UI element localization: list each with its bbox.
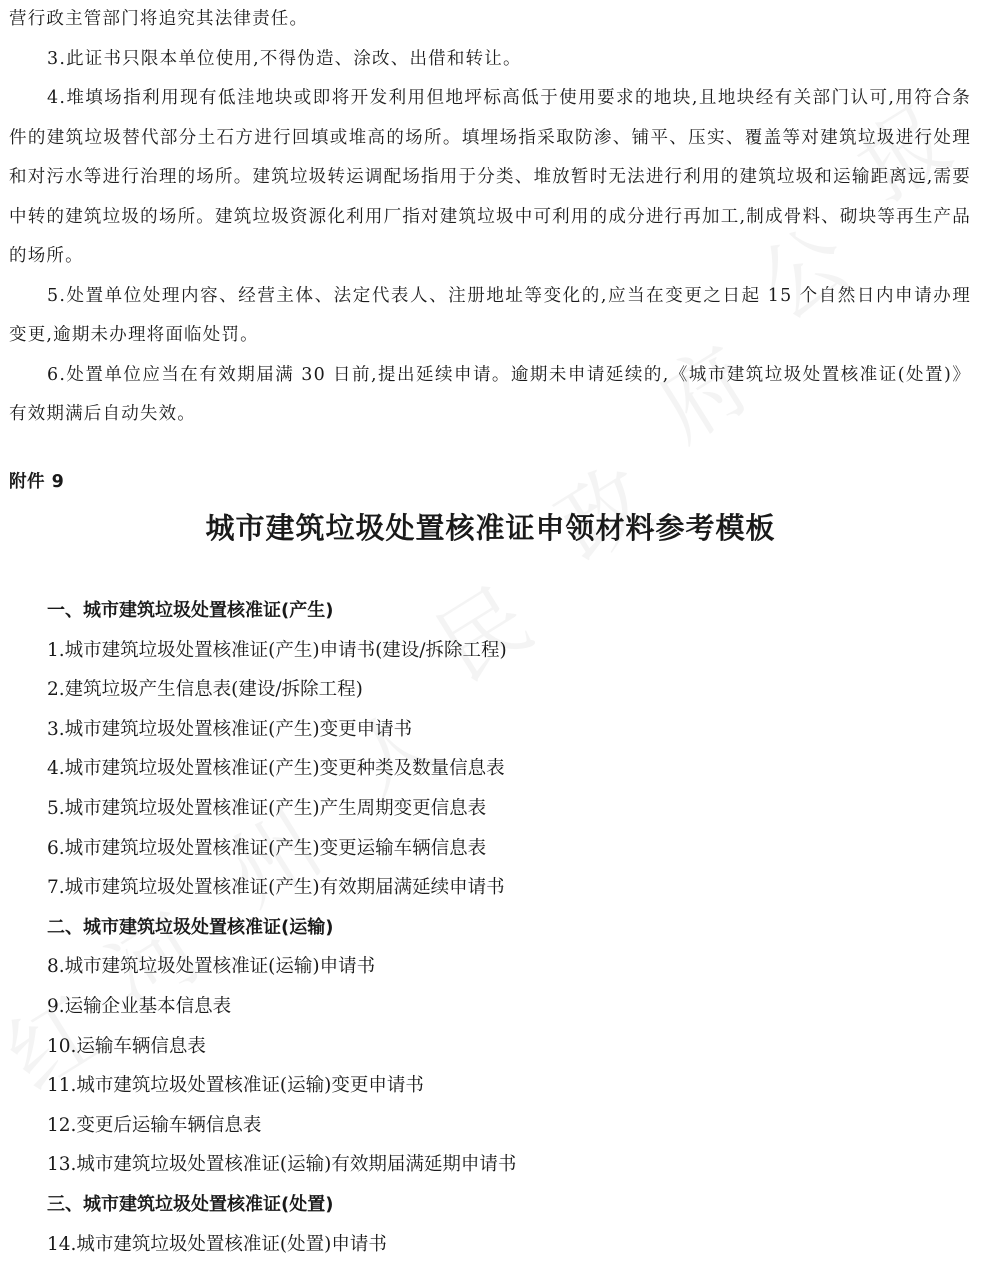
- section-heading-generation: 一、城市建筑垃圾处置核准证(产生): [47, 600, 334, 621]
- list-item: 6.城市建筑垃圾处置核准证(产生)变更运输车辆信息表: [47, 837, 487, 859]
- materials-list: [47, 591, 947, 1264]
- list-item: 8.城市建筑垃圾处置核准证(运输)申请书: [47, 956, 376, 978]
- section-heading-transport: 二、城市建筑垃圾处置核准证(运输): [47, 916, 334, 938]
- list-item: 10.运输车辆信息表: [47, 1035, 206, 1057]
- list-item: 3.城市建筑垃圾处置核准证(产生)变更申请书: [47, 718, 413, 740]
- list-item: 12.变更后运输车辆信息表: [47, 1114, 262, 1136]
- note-paragraph-5: 5.处置单位处理内容、经营主体、法定代表人、注册地址等变化的,应当在变更之日起 15 个自然日内申请办理变更,逾期未办理将面临处罚。: [9, 285, 971, 345]
- list-item: 2.建筑垃圾产生信息表(建设/拆除工程): [47, 679, 363, 701]
- note-paragraph-4: 4.堆填场指利用现有低洼地块或即将开发利用但地坪标高低于使用要求的地块,且地块经有关部门认可,用符合条件的建筑垃圾替代部分土石方进行回填或堆高的场所。填埋场指采取防渗、铺平、压实、覆盖等对建筑垃圾进行处理和对污水等进行治理的场所。建筑垃圾转运调配场指用于分类、堆放暂时无法进行利用的建筑垃圾和运输距离远,需要中转的建筑垃圾的场所。建筑垃圾资源化利用厂指对建筑垃圾中可利用的成分进行再加工,制成骨料、砌块等再生产品的场所。: [9, 88, 971, 266]
- list-item: 5.城市建筑垃圾处置核准证(产生)产生周期变更信息表: [47, 797, 487, 819]
- list-item: 14.城市建筑垃圾处置核准证(处置)申请书: [47, 1233, 387, 1255]
- notes-text: [9, 0, 971, 435]
- list-item: 13.城市建筑垃圾处置核准证(运输)有效期届满延期申请书: [47, 1154, 517, 1176]
- note-paragraph-3: 3.此证书只限本单位使用,不得伪造、涂改、出借和转让。: [47, 48, 522, 69]
- list-item: 11.城市建筑垃圾处置核准证(运输)变更申请书: [47, 1075, 424, 1097]
- section-heading-disposal: 三、城市建筑垃圾处置核准证(处置): [47, 1193, 334, 1215]
- note-paragraph-6: 6.处置单位应当在有效期届满 30 日前,提出延续申请。逾期未申请延续的,《城市建筑垃圾处置核准证(处置)》有效期满后自动失效。: [9, 364, 971, 424]
- list-item: 4.城市建筑垃圾处置核准证(产生)变更种类及数量信息表: [47, 758, 505, 780]
- list-item: 9.运输企业基本信息表: [47, 995, 232, 1017]
- list-item: 1.城市建筑垃圾处置核准证(产生)申请书(建设/拆除工程): [47, 639, 507, 661]
- note-paragraph-continued: 营行政主管部门将追究其法律责任。: [9, 9, 309, 29]
- attachment-label: 附件 9: [9, 472, 65, 492]
- document-title: 城市建筑垃圾处置核准证申领材料参考模板: [205, 511, 776, 545]
- list-item: 7.城市建筑垃圾处置核准证(产生)有效期届满延续申请书: [47, 877, 505, 899]
